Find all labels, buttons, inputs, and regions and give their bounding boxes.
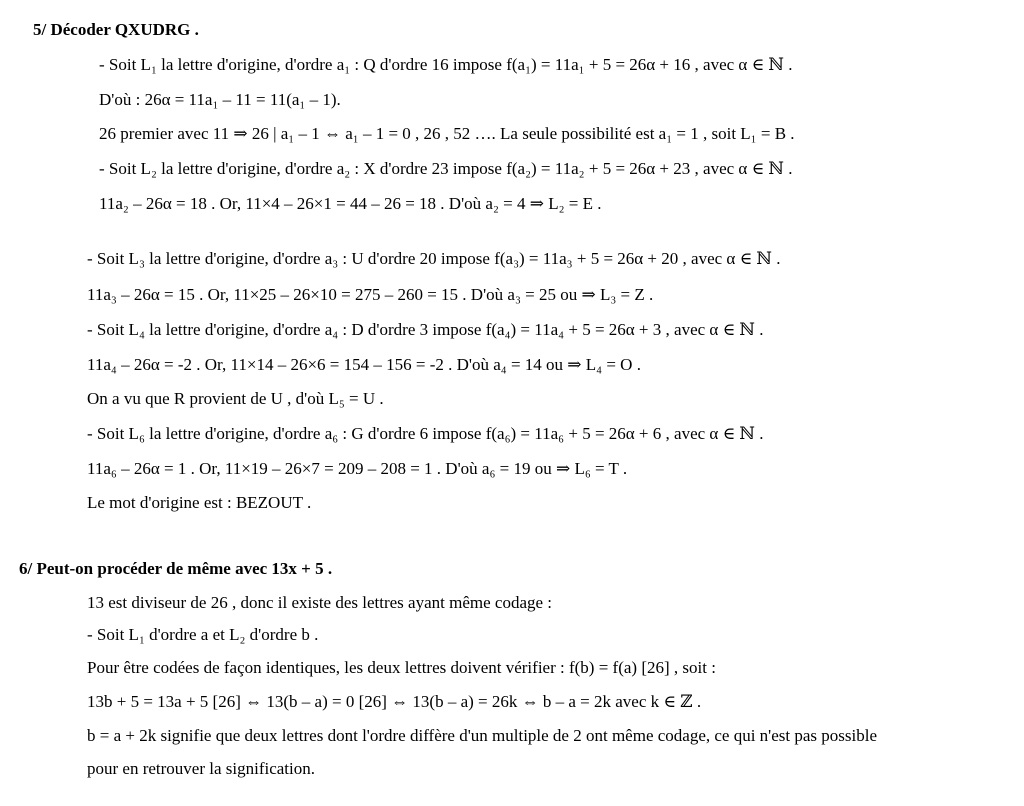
s5-line-8: - Soit L₄ la lettre d'origine, d'ordre a₄ : D d'ordre 3 impose f(a₄) = 11a₄ + 5 = 26α + 3 , avec α ∈ ℕ . (87, 320, 764, 339)
s5-line-3: 26 premier avec 11 ⇒ 26 | a₁ – 1 ⇔ a₁ – 1 = 0 , 26 , 52 …. La seule possibilité est a₁ = 1 , soit L₁ = B . (99, 124, 795, 143)
section-5-heading: 5/ Décoder QXUDRG . (33, 20, 199, 39)
s6-line-6: pour en retrouver la signification. (87, 759, 316, 778)
s5-line-9: 11a₄ – 26α = -2 . Or, 11×14 – 26×6 = 154 – 156 = -2 . D'où a₄ = 14 ou ⇒ L₄ = O . (87, 355, 641, 374)
section-6-heading: 6/ Peut-on procéder de même avec 13x + 5 . (19, 559, 333, 578)
s6-line-4: 13b + 5 = 13a + 5 [26] ⇔ 13(b – a) = 0 [26] ⇔ 13(b – a) = 26k ⇔ b – a = 2k avec k ∈ ℤ . (87, 692, 702, 711)
s6-line-3: Pour être codées de façon identiques, les deux lettres doivent vérifier : f(b) = f(a) [26] , soit : (87, 658, 716, 677)
s6-line-2: - Soit L₁ d'ordre a et L₂ d'ordre b . (87, 625, 319, 644)
s5-line-11: - Soit L₆ la lettre d'origine, d'ordre a₆ : G d'ordre 6 impose f(a₆) = 11a₆ + 5 = 26α + 6 , avec α ∈ ℕ . (87, 424, 764, 443)
s5-line-5: 11a₂ – 26α = 18 . Or, 11×4 – 26×1 = 44 – 26 = 18 . D'où a₂ = 4 ⇒ L₂ = E . (99, 194, 602, 213)
s5-line-12: 11a₆ – 26α = 1 . Or, 11×19 – 26×7 = 209 – 208 = 1 . D'où a₆ = 19 ou ⇒ L₆ = T . (87, 459, 628, 478)
s5-line-6: - Soit L₃ la lettre d'origine, d'ordre a₃ : U d'ordre 20 impose f(a₃) = 11a₃ + 5 = 26α + 20 , avec α ∈ ℕ . (87, 249, 781, 268)
s5-line-7: 11a₃ – 26α = 15 . Or, 11×25 – 26×10 = 275 – 260 = 15 . D'où a₃ = 25 ou ⇒ L₃ = Z . (87, 285, 654, 304)
s5-line-4: - Soit L₂ la lettre d'origine, d'ordre a₂ : X d'ordre 23 impose f(a₂) = 11a₂ + 5 = 26α + 23 , avec α ∈ ℕ . (99, 159, 793, 178)
s5-line-13: Le mot d'origine est : BEZOUT . (87, 493, 312, 512)
s6-line-1: 13 est diviseur de 26 , donc il existe des lettres ayant même codage : (87, 593, 553, 612)
s5-line-1: - Soit L₁ la lettre d'origine, d'ordre a₁ : Q d'ordre 16 impose f(a₁) = 11a₁ + 5 = 26α + 16 , avec α ∈ ℕ . (99, 55, 793, 74)
s6-line-5: b = a + 2k signifie que deux lettres dont l'ordre diffère d'un multiple de 2 ont même codage, ce qui n'est pas possible (87, 726, 878, 745)
s5-line-2: D'où : 26α = 11a₁ – 11 = 11(a₁ – 1). (99, 90, 341, 109)
s5-line-10: On a vu que R provient de U , d'où L₅ = U . (87, 389, 384, 408)
